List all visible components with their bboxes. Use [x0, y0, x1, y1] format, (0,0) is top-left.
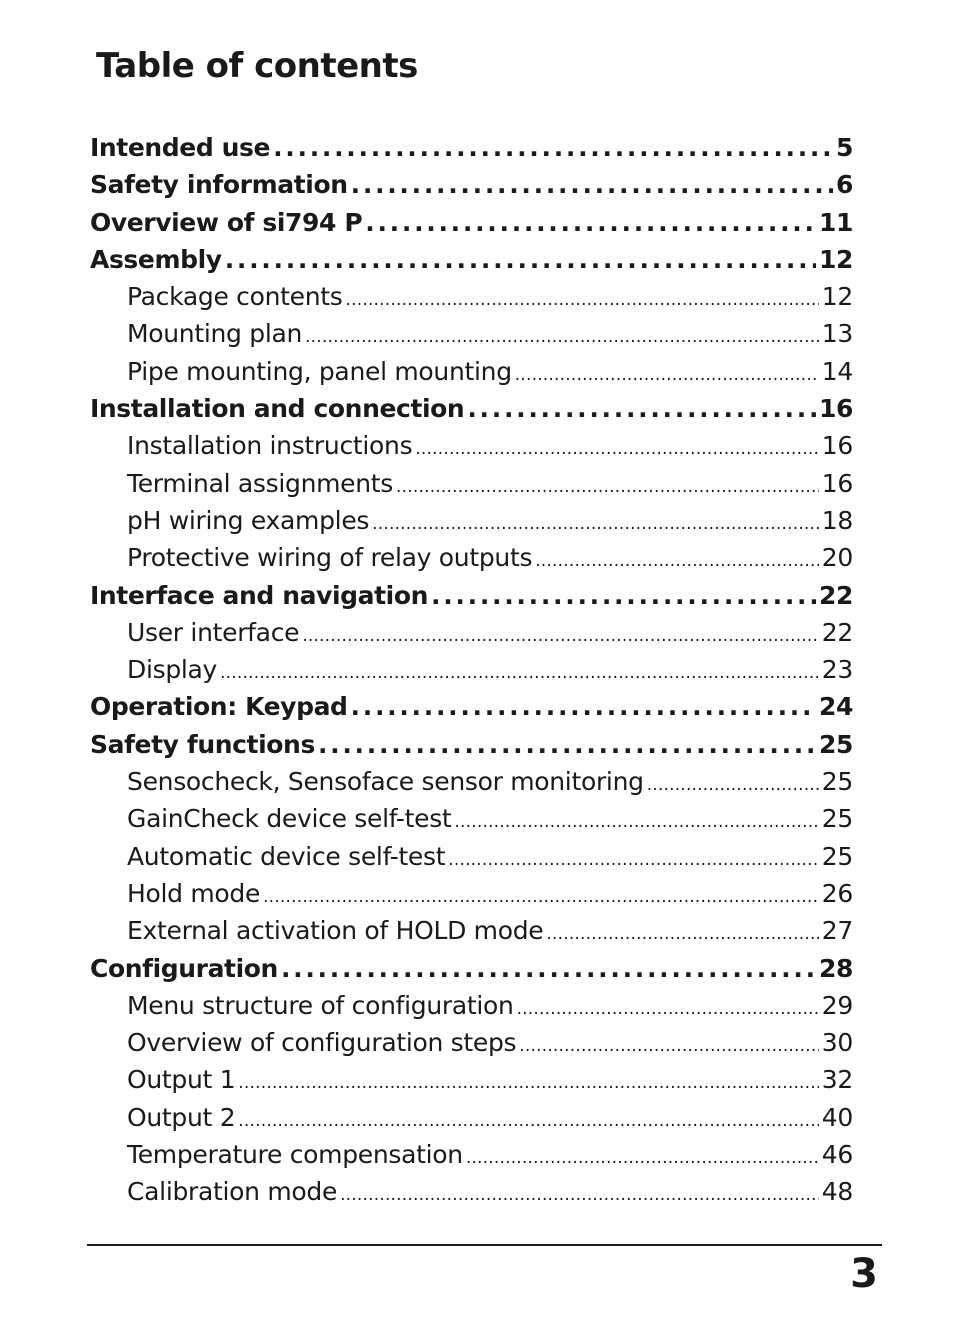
toc-subsection-entry[interactable]: [90, 1061, 853, 1098]
toc-entry-title: Package contents: [127, 282, 343, 312]
toc-subsection-entry[interactable]: [90, 1173, 853, 1210]
toc-subsection-entry[interactable]: [90, 838, 853, 875]
toc-entry-title: Overview of configuration steps: [127, 1028, 517, 1058]
toc-entry-title: User interface: [127, 617, 300, 647]
toc-entry-page-number: 28: [819, 953, 853, 983]
toc-entry-page-number: 23: [821, 655, 853, 685]
toc-dot-leader: [467, 390, 816, 427]
toc-dot-leader: [647, 763, 819, 800]
toc-subsection-entry[interactable]: [90, 353, 853, 390]
toc-entry-title: Display: [127, 655, 218, 685]
toc-dot-leader: [466, 1136, 819, 1173]
toc-section-entry[interactable]: [90, 204, 853, 241]
toc-entry-title: Intended use: [90, 133, 271, 162]
toc-entry-title: Pipe mounting, panel mounting: [127, 356, 512, 386]
toc-entry-title: Configuration: [90, 953, 278, 983]
toc-dot-leader: [519, 1024, 819, 1061]
toc-dot-leader: [515, 353, 819, 390]
toc-subsection-entry[interactable]: [90, 278, 853, 315]
toc-subsection-entry[interactable]: [90, 1024, 853, 1061]
toc-entry-title: External activation of HOLD mode: [127, 916, 544, 946]
toc-entry-title: Terminal assignments: [127, 468, 394, 498]
toc-entry-title: Assembly: [90, 244, 222, 274]
toc-entry-page-number: 32: [821, 1065, 853, 1095]
toc-entry-title: GainCheck device self-test: [127, 804, 452, 834]
toc-entry-title: Output 1: [127, 1065, 236, 1095]
toc-dot-leader: [454, 800, 818, 837]
toc-entry-page-number: 25: [821, 841, 853, 871]
toc-entry-page-number: 46: [821, 1140, 853, 1170]
toc-entry-title: Installation instructions: [127, 431, 413, 461]
toc-section-entry[interactable]: [90, 129, 853, 166]
toc-entry-title: Safety functions: [90, 729, 315, 759]
toc-dot-leader: [351, 166, 833, 203]
toc-section-entry[interactable]: [90, 166, 853, 203]
toc-entry-page-number: 25: [819, 729, 853, 759]
toc-entry-page-number: 25: [821, 804, 853, 834]
toc-entry-page-number: 11: [819, 207, 853, 237]
toc-entry-title: Safety information: [90, 170, 348, 200]
footer-divider: [87, 1244, 882, 1246]
toc-entry-title: pH wiring examples: [127, 505, 370, 535]
toc-dot-leader: [396, 465, 819, 502]
toc-section-entry[interactable]: [90, 688, 853, 725]
toc-entry-page-number: 40: [821, 1102, 853, 1132]
toc-section-entry[interactable]: [90, 577, 853, 614]
toc-entry-page-number: 16: [819, 394, 853, 424]
toc-entry-page-number: 18: [821, 505, 853, 535]
toc-dot-leader: [238, 1099, 818, 1136]
toc-entry-page-number: 24: [819, 692, 853, 722]
toc-entry-page-number: 30: [821, 1028, 853, 1058]
toc-entry-page-number: 22: [821, 617, 853, 647]
toc-section-entry[interactable]: [90, 950, 853, 987]
toc-subsection-entry[interactable]: [90, 1099, 853, 1136]
toc-entry-page-number: 20: [821, 543, 853, 573]
toc-entry-title: Automatic device self-test: [127, 841, 446, 871]
toc-subsection-entry[interactable]: [90, 763, 853, 800]
toc-entry-page-number: 22: [819, 580, 853, 610]
toc-subsection-entry[interactable]: [90, 875, 853, 912]
toc-dot-leader: [546, 912, 818, 949]
toc-section-entry[interactable]: [90, 390, 853, 427]
toc-dot-leader: [305, 315, 819, 352]
toc-entry-title: Overview of si794 P: [90, 207, 363, 237]
toc-subsection-entry[interactable]: [90, 315, 853, 352]
toc-entry-title: Mounting plan: [127, 319, 303, 349]
toc-subsection-entry[interactable]: [90, 651, 853, 688]
toc-dot-leader: [238, 1061, 818, 1098]
page-number: 3: [850, 1251, 878, 1297]
toc-entry-title: Installation and connection: [90, 394, 465, 424]
toc-entry-page-number: 6: [836, 170, 853, 200]
toc-subsection-entry[interactable]: [90, 614, 853, 651]
toc-entry-page-number: 26: [821, 878, 853, 908]
toc-dot-leader: [281, 950, 816, 987]
toc-dot-leader: [263, 875, 819, 912]
toc-subsection-entry[interactable]: [90, 987, 853, 1024]
toc-entry-title: Sensocheck, Sensoface sensor monitoring: [127, 767, 644, 797]
toc-entry-title: Protective wiring of relay outputs: [127, 543, 533, 573]
toc-section-entry[interactable]: [90, 241, 853, 278]
toc-entry-page-number: 48: [821, 1177, 853, 1207]
toc-dot-leader: [535, 539, 819, 576]
toc-subsection-entry[interactable]: [90, 502, 853, 539]
toc-dot-leader: [346, 278, 819, 315]
toc-entry-title: Interface and navigation: [90, 580, 429, 610]
toc-entry-page-number: 12: [821, 282, 853, 312]
toc-subsection-entry[interactable]: [90, 800, 853, 837]
toc-dot-leader: [273, 129, 833, 166]
toc-subsection-entry[interactable]: [90, 465, 853, 502]
toc-section-entry[interactable]: [90, 726, 853, 763]
toc-dot-leader: [372, 502, 819, 539]
toc-dot-leader: [365, 204, 816, 241]
toc-entry-title: Hold mode: [127, 878, 261, 908]
toc-dot-leader: [517, 987, 819, 1024]
toc-subsection-entry[interactable]: [90, 539, 853, 576]
toc-entry-page-number: 16: [821, 468, 853, 498]
toc-entry-page-number: 14: [821, 356, 853, 386]
toc-entry-page-number: 25: [821, 767, 853, 797]
page-title: Table of contents: [96, 46, 418, 86]
toc-dot-leader: [318, 726, 816, 763]
toc-dot-leader: [415, 427, 818, 464]
toc-entry-title: Output 2: [127, 1102, 236, 1132]
toc-entry-title: Calibration mode: [127, 1177, 338, 1207]
toc-dot-leader: [351, 688, 816, 725]
toc-dot-leader: [448, 838, 819, 875]
toc-dot-leader: [340, 1173, 819, 1210]
toc-dot-leader: [220, 651, 819, 688]
toc-entry-title: Temperature compensation: [127, 1140, 463, 1170]
toc-dot-leader: [431, 577, 816, 614]
toc-subsection-entry[interactable]: [90, 912, 853, 949]
toc-subsection-entry[interactable]: [90, 427, 853, 464]
toc-entry-page-number: 12: [819, 244, 853, 274]
toc-entry-page-number: 16: [821, 431, 853, 461]
toc-entry-page-number: 27: [821, 916, 853, 946]
toc-entry-page-number: 5: [836, 133, 853, 162]
toc-entry-page-number: 29: [821, 990, 853, 1020]
toc-entry-title: Operation: Keypad: [90, 692, 348, 722]
toc-dot-leader: [225, 241, 816, 278]
toc-entry-title: Menu structure of configuration: [127, 990, 514, 1020]
toc-subsection-entry[interactable]: [90, 1136, 853, 1173]
table-of-contents: [90, 129, 853, 1211]
toc-entry-page-number: 13: [821, 319, 853, 349]
toc-dot-leader: [302, 614, 819, 651]
